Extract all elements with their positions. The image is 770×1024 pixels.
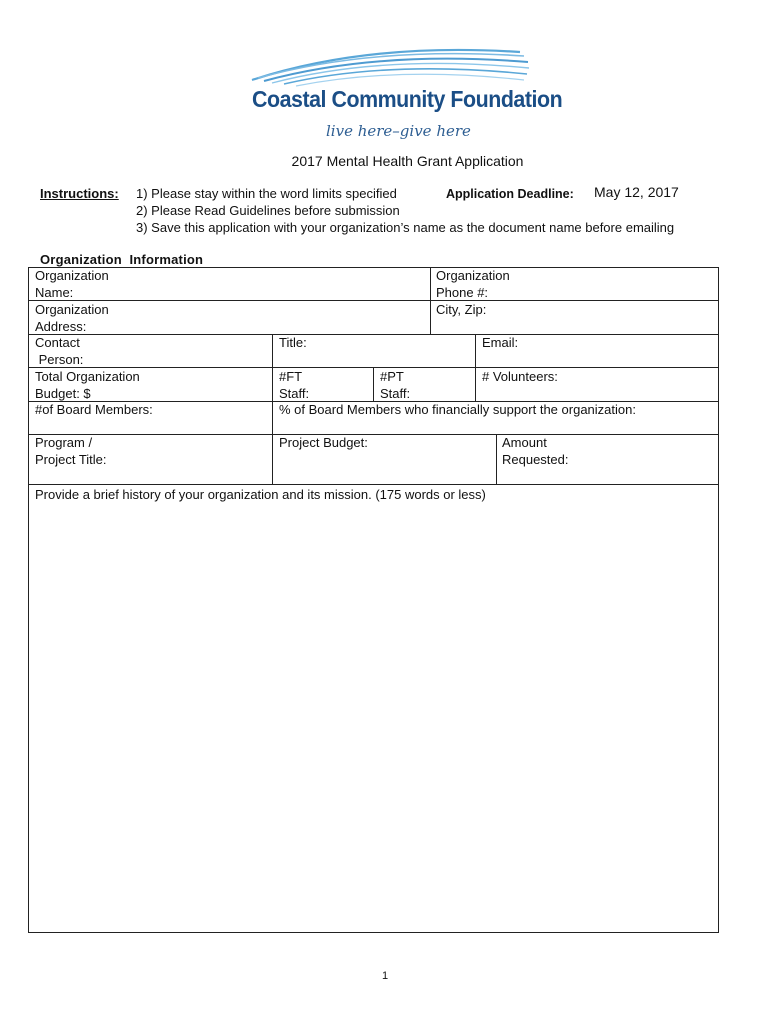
contact-person-label: Person: [35, 351, 84, 367]
org-phone-label: Organization [436, 268, 510, 283]
page-title: 2017 Mental Health Grant Application [291, 153, 524, 169]
org-address-label: Address: [35, 318, 87, 334]
city-zip-field[interactable] [436, 302, 486, 319]
volunteers-field[interactable] [482, 369, 558, 386]
ft-staff-label: Staff: [279, 385, 310, 401]
amount-requested-field[interactable] [502, 435, 569, 468]
instruction-item: 2) Please Read Guidelines before submission [136, 203, 400, 218]
pt-staff-label: #PT [380, 369, 404, 384]
wave-swoosh-icon [248, 40, 533, 88]
logo-name: Coastal Community Foundation [252, 86, 563, 112]
pt-staff-label: Staff: [380, 385, 411, 401]
logo-tagline: live here–give here [326, 122, 471, 140]
city-zip-label: City, Zip: [436, 302, 487, 317]
board-members-label: #of Board Members: [35, 402, 153, 417]
contact-person-field[interactable] [35, 335, 83, 368]
budget-label: Total Organization [35, 369, 140, 384]
foundation-logo [240, 40, 563, 152]
budget-label: Budget: $ [35, 385, 91, 401]
org-address-label: Organization [35, 302, 109, 317]
history-prompt: Provide a brief history of your organization and its mission. (175 words or less) [35, 487, 486, 502]
org-phone-label: Phone #: [436, 284, 489, 300]
budget-field[interactable] [35, 369, 140, 402]
deadline-value: May 12, 2017 [594, 184, 679, 200]
program-title-label: Program / [35, 435, 93, 450]
project-budget-field[interactable] [279, 435, 368, 452]
pt-staff-field[interactable] [380, 369, 410, 402]
history-textarea[interactable] [29, 506, 718, 932]
page-number: 1 [381, 970, 389, 982]
project-budget-label: Project Budget: [279, 435, 368, 450]
instructions-label: Instructions: [40, 186, 119, 201]
board-support-field[interactable] [279, 402, 636, 419]
amount-requested-label: Requested: [502, 451, 569, 467]
program-title-field[interactable] [35, 435, 107, 468]
board-members-field[interactable] [35, 402, 153, 419]
org-phone-field[interactable] [436, 268, 510, 301]
deadline-label: Application Deadline: [446, 187, 574, 201]
instruction-item: 3) Save this application with your organization’s name as the document name before emailing [136, 220, 675, 235]
org-name-label: Name: [35, 284, 74, 300]
section-label: Organization Information [40, 252, 204, 267]
org-address-field[interactable] [35, 302, 109, 335]
instruction-item: 1) Please stay within the word limits specified [136, 186, 397, 201]
email-field[interactable] [482, 335, 518, 352]
ft-staff-label: #FT [279, 369, 303, 384]
title-label: Title: [279, 335, 307, 350]
board-support-label: % of Board Members who financially support the organization: [279, 402, 636, 417]
volunteers-label: # Volunteers: [482, 369, 558, 384]
ft-staff-field[interactable] [279, 369, 309, 402]
title-field[interactable] [279, 335, 307, 352]
contact-person-label: Contact [35, 335, 80, 350]
org-name-field[interactable] [35, 268, 109, 301]
email-label: Email: [482, 335, 519, 350]
org-name-label: Organization [35, 268, 109, 283]
program-title-label: Project Title: [35, 451, 107, 467]
amount-requested-label: Amount [502, 435, 547, 450]
